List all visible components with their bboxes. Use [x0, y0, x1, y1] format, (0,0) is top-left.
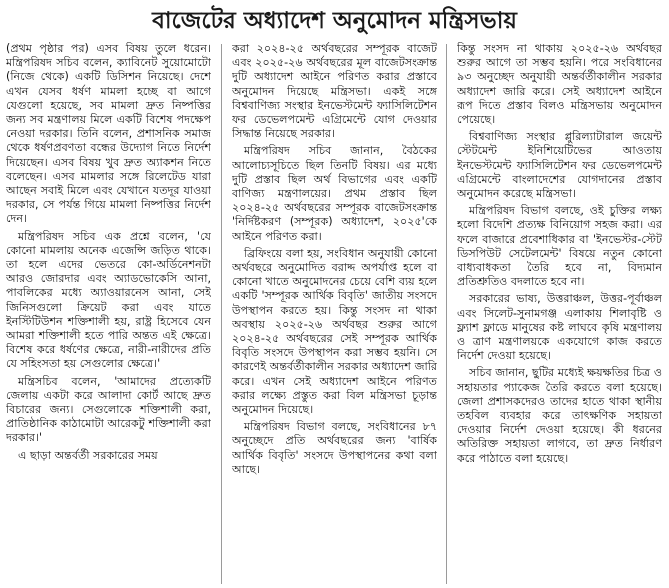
- article-paragraph: করা ২০২৪-২৫ অর্থবছরের সম্পূরক বাজেট এবং ২০২৫-২৬ অর্থবছরের মূল বাজেটসংক্রান্ত দুটি অধ্যাদেশ আইনে পরিণত করার প্রস্তাবে অনুমোদন দিয়েছে মন্ত্রিসভা। একই সঙ্গে বিশ্ববাণিজ্য সংস্থার ইনভেস্টমেন্ট ফ্যাসিলিটেশন ফর ডেভেলপমেন্ট এগ্রিমেন্টে যোগ দেওয়ার সিদ্ধান্ত নিয়েছে সরকার।: [232, 42, 437, 141]
- article-paragraph: মন্ত্রিপরিষদ সচিব জানান, বৈঠকের আলোচ্যসূচিতে ছিল তিনটি বিষয়। এর মধ্যে দুটি প্রস্তাব ছিল অর্থ বিভাগের এবং একটি বাণিজ্য মন্ত্রণালয়ের। প্রথম প্রস্তাব ছিল ২০২৪-২৫ অর্থবছরের সম্পূরক বাজেটসংক্রান্ত 'নির্দিষ্টকরণ (সম্পূরক) অধ্যাদেশ, ২০২৫'কে আইনে পরিণত করা।: [232, 144, 437, 243]
- article-column-1: [6, 42, 211, 586]
- article-paragraph: (প্রথম পৃষ্ঠার পর) এসব বিষয় তুলে ধরেন। মন্ত্রিপরিষদ সচিব বলেন, ক্যাবিনেট সুয়োমোটো (নিজে থেকে) একটি ডিসিশন নিয়েছে। দেশে এখন যেসব ধর্ষণ মামলা হচ্ছে বা আগে যেগুলো হয়েছে, সব মামলা দ্রুত নিষ্পত্তির জন্য সব মন্ত্রণালয় মিলে একটি বিশেষ পদক্ষেপ নেওয়া দরকার। তিনি বলেন, প্রশাসনিক সমাজ থেকে ধর্ষণপ্রবণতা বন্ধের উদ্যোগ নিতে নির্দেশ দিয়েছেন। এসব বিষয় খুব দ্রুত অ্যাকশন নিতে বলেছেন। এসব মামলার সঙ্গে রিলেটেড যারা আছেন সবাই মিলে এবং যেখানে যতদূর যাওয়া দরকার, সে পর্যন্ত গিয়ে মামলা নিষ্পত্তির নির্দেশ দেন।: [6, 42, 211, 226]
- headline: বাজেটের অধ্যাদেশ অনুমোদন মন্ত্রিসভায়: [152, 7, 517, 34]
- article-paragraph: ব্রিফিংয়ে বলা হয়, সংবিধান অনুযায়ী কোনো অর্থবছরে অনুমোদিত বরাদ্দ অপর্যাপ্ত হলে বা কোনো খাতে অনুমোদনের চেয়ে বেশি ব্যয় হলে একটি 'সম্পূরক আর্থিক বিবৃতি' জাতীয় সংসদে উপস্থাপন করতে হয়। কিন্তু সংসদ না থাকা অবস্থায় ২০২৫-২৬ অর্থবছর শুরুর আগে ২০২৪-২৫ অর্থবছরের সেই সম্পূরক আর্থিক বিবৃতি সংসদে উপস্থাপন করা সম্ভব হয়নি। সে কারণেই অন্তর্বর্তীকালীন সরকার অধ্যাদেশ জারি করে। এখন সেই অধ্যাদেশ আইনে পরিণত করার লক্ষ্যে প্রস্তুত করা বিল মন্ত্রিসভা চূড়ান্ত অনুমোদন দিয়েছে।: [232, 246, 437, 417]
- article-paragraph: মন্ত্রিসচিব বলেন, 'আমাদের প্রত্যেকটি জেলায় একটা করে আলাদা কোর্ট আছে দ্রুত বিচারের জন্য। সেগুলোকে শক্তিশালী করা, প্রাতিষ্ঠানিক কাঠামোটা আরেকটু শক্তিশালী করা দরকার।': [6, 374, 211, 445]
- article-paragraph: বিশ্ববাণিজ্য সংস্থার প্লুরিল্যাটারাল জয়েন্ট স্টেটমেন্ট ইনিশিয়েটিভের আওতায় ইনভেস্টমেন্ট ফ্যাসিলিটেশন ফর ডেভেলপমেন্ট এগ্রিমেন্টে বাংলাদেশের যোগদানের প্রস্তাব অনুমোদন করেছে মন্ত্রিসভা।: [457, 130, 662, 201]
- article-paragraph: মন্ত্রিপরিষদ বিভাগ বলছে, ওই চুক্তির লক্ষ্য হলো বিদেশি প্রত্যক্ষ বিনিয়োগ সহজ করা। এর ফলে বাজারে প্রবেশাধিকার বা 'ইনভেস্টর-স্টেট ডিসপিউট সেটেলমেন্ট' বিষয়ে নতুন কোনো বাধ্যবাধকতা তৈরি হবে না, বিদ্যমান প্রতিশ্রুতিও বদলাতে হবে না।: [457, 204, 662, 289]
- article-paragraph: মন্ত্রিপরিষদ সচিব এক প্রশ্নে বলেন, 'যে কোনো মামলায় অনেক এজেন্সি জড়িত থাকে। তা হলে এদের ভেতরে কো-অর্ডিনেশনটা আরও জোরদার এবং অ্যাডভোকেসি আনা, পাবলিকের মধ্যে অ্যাওয়ারনেস আনা, সেই জিনিসগুলো ক্রিয়েট করা এবং যাতে ইনস্টিটিউশন শক্তিশালী হয়, রাষ্ট্র হিসেবে যেন আমরা শক্তিশালী হতে পারি অন্তত এই ক্ষেত্রে। বিশেষ করে ধর্ষণের ক্ষেত্রে, নারী-নারীদের প্রতি যে সহিংসতা হয় সেগুলোর ক্ষেত্রে।': [6, 229, 211, 371]
- article-paragraph: সরকারের ভাষ্য, উত্তরাঞ্চল, উত্তর-পূর্বাঞ্চল এবং সিলেট-সুনামগঞ্জ এলাকায় শিলাবৃষ্টি ও ফ্ল্যাশ ফ্লাডে মানুষের কষ্ট লাঘবে কৃষি মন্ত্রণালয় ও ত্রাণ মন্ত্রণালয়কে একযোগে কাজ করতে নির্দেশ দেওয়া হয়েছে।: [457, 292, 662, 363]
- column-divider: [221, 44, 222, 584]
- column-divider: [446, 44, 447, 584]
- article-paragraph: এ ছাড়া অন্তর্বর্তী সরকারের সময়: [18, 448, 158, 462]
- article-paragraph: কিন্তু সংসদ না থাকায় ২০২৫-২৬ অর্থবছর শুরুর আগে তা সম্ভব হয়নি। পরে সংবিধানের ৯৩ অনুচ্ছেদ অনুযায়ী অন্তর্বর্তীকালীন সরকার অধ্যাদেশ জারি করে। সেই অধ্যাদেশ আইনে রূপ দিতে প্রস্তাব বিলও মন্ত্রিসভায় অনুমোদন পেয়েছে।: [457, 42, 662, 127]
- article-column-3: [457, 42, 662, 586]
- article-paragraph: মন্ত্রিপরিষদ বিভাগ বলছে, সংবিধানের ৮৭ অনুচ্ছেদে প্রতি অর্থবছরের জন্য 'বার্ষিক আর্থিক বিবৃতি' সংসদে উপস্থাপনের কথা বলা আছে।: [232, 420, 437, 476]
- article-paragraph: সচিব জানান, ছুটির মধ্যেই ক্ষয়ক্ষতির চিত্র ও সহায়তার প্যাকেজ তৈরি করতে বলা হয়েছে। জেলা প্রশাসকদেরও তাদের হাতে থাকা স্থানীয় তহবিল ব্যবহার করে তাৎক্ষণিক সহায়তা দেওয়ার নির্দেশ দেওয়া হয়েছে। কী ধরনের অতিরিক্ত সহায়তা লাগবে, তা দ্রুত নির্ধারণ করে পাঠাতে বলা হয়েছে।: [457, 366, 662, 465]
- article-column-2: [232, 42, 437, 586]
